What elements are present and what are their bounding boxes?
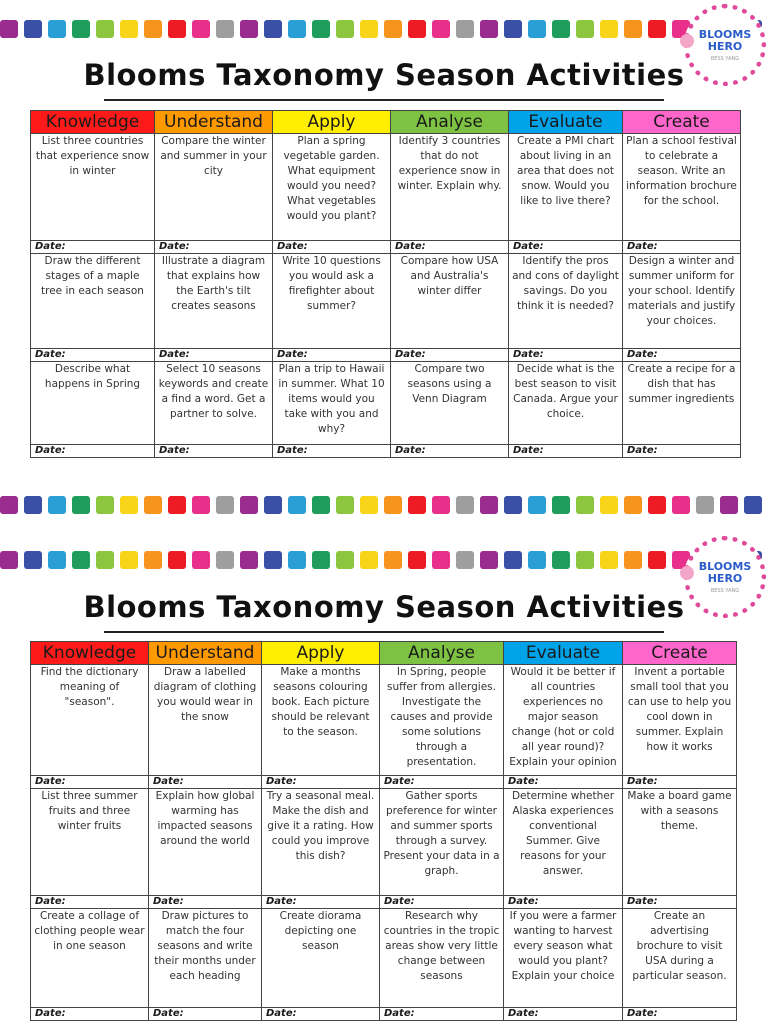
color-tile [144, 551, 162, 569]
color-tile [24, 551, 42, 569]
color-tile [336, 496, 354, 514]
date-cell: Date: [623, 445, 741, 458]
color-tile [456, 551, 474, 569]
color-tile [480, 20, 498, 38]
date-cell: Date: [623, 896, 737, 909]
color-tile [480, 496, 498, 514]
color-tile [48, 20, 66, 38]
table-row [31, 254, 741, 349]
activity-cell: Create a collage of clothing people wear in one season [31, 909, 149, 1008]
color-tile [120, 20, 138, 38]
date-cell: Date: [380, 1008, 504, 1021]
date-cell: Date: [380, 896, 504, 909]
color-tile [120, 551, 138, 569]
color-tile [24, 496, 42, 514]
color-tile [624, 20, 642, 38]
color-tile [720, 496, 738, 514]
activity-cell: Create a PMI chart about living in an area that does not snow. Would you like to live there? [509, 134, 623, 241]
date-row [31, 1008, 737, 1021]
activity-cell: Find the dictionary meaning of "season". [31, 665, 149, 776]
color-tile [672, 496, 690, 514]
activity-cell: Plan a school festival to celebrate a season. Write an information brochure for the school. [623, 134, 741, 241]
activity-cell: Research why countries in the tropic areas show very little change between seasons [380, 909, 504, 1008]
color-tile [504, 496, 522, 514]
date-cell: Date: [391, 349, 509, 362]
color-tile [144, 496, 162, 514]
color-tile [72, 20, 90, 38]
activity-cell: Make a months seasons colouring book. Each picture should be relevant to the season. [262, 665, 380, 776]
color-tile [216, 20, 234, 38]
color-tile [216, 551, 234, 569]
date-row [31, 896, 737, 909]
color-tile [24, 20, 42, 38]
color-tile [528, 551, 546, 569]
title-underline [104, 631, 664, 633]
color-tile [552, 20, 570, 38]
activity-cell: Compare how USA and Australia's winter differ [391, 254, 509, 349]
color-tile [576, 551, 594, 569]
color-tile [288, 20, 306, 38]
color-tile [336, 551, 354, 569]
date-cell: Date: [155, 349, 273, 362]
page-title: Blooms Taxonomy Season Activities [83, 590, 685, 624]
color-tile [384, 20, 402, 38]
color-tile [648, 496, 666, 514]
activity-cell: Explain how global warming has impacted seasons around the world [149, 789, 262, 896]
date-cell: Date: [623, 776, 737, 789]
color-tile [600, 551, 618, 569]
date-cell: Date: [273, 349, 391, 362]
date-cell: Date: [31, 241, 155, 254]
color-tile [408, 551, 426, 569]
column-header-understand: Understand [149, 642, 262, 665]
date-cell: Date: [273, 445, 391, 458]
color-tile [288, 551, 306, 569]
column-header-create: Create [623, 642, 737, 665]
date-cell: Date: [262, 896, 380, 909]
logo-text: BESS YANG [710, 587, 740, 594]
color-tile [168, 551, 186, 569]
color-tile [192, 551, 210, 569]
activity-cell: Would it be better if all countries experiences no major season change (hot or cold all year round)? Explain your opinion [504, 665, 623, 776]
color-tile [48, 551, 66, 569]
activity-cell: Draw pictures to match the four seasons and write their months under each heading [149, 909, 262, 1008]
column-header-apply: Apply [273, 111, 391, 134]
date-cell: Date: [31, 1008, 149, 1021]
color-tile [648, 20, 666, 38]
date-cell: Date: [31, 445, 155, 458]
date-cell: Date: [504, 1008, 623, 1021]
color-tile [168, 496, 186, 514]
activity-grid [30, 641, 737, 1021]
activity-cell: Draw the different stages of a maple tree in each season [31, 254, 155, 349]
date-cell: Date: [623, 241, 741, 254]
activity-cell: Make a board game with a seasons theme. [623, 789, 737, 896]
flower-icon [680, 566, 694, 580]
activity-cell: Describe what happens in Spring [31, 362, 155, 445]
date-cell: Date: [262, 1008, 380, 1021]
color-tile [168, 20, 186, 38]
color-tile [96, 496, 114, 514]
date-cell: Date: [623, 349, 741, 362]
color-tile [456, 20, 474, 38]
column-header-analyse: Analyse [380, 642, 504, 665]
column-header-create: Create [623, 111, 741, 134]
column-header-knowledge: Knowledge [31, 111, 155, 134]
color-tile [72, 496, 90, 514]
table-row [31, 789, 737, 896]
color-tile [72, 551, 90, 569]
color-tile [96, 20, 114, 38]
color-tile [432, 551, 450, 569]
color-tile [264, 551, 282, 569]
decorative-color-strip [0, 496, 768, 514]
column-header-knowledge: Knowledge [31, 642, 149, 665]
color-tile [528, 496, 546, 514]
color-tile [240, 20, 258, 38]
color-tile [480, 551, 498, 569]
color-tile [312, 496, 330, 514]
color-tile [432, 20, 450, 38]
date-cell: Date: [509, 349, 623, 362]
color-tile [744, 496, 762, 514]
color-tile [216, 496, 234, 514]
date-cell: Date: [31, 349, 155, 362]
color-tile [192, 496, 210, 514]
activity-cell: Compare two seasons using a Venn Diagram [391, 362, 509, 445]
activity-cell: Determine whether Alaska experiences conventional Summer. Give reasons for your answer. [504, 789, 623, 896]
color-tile [624, 496, 642, 514]
date-cell: Date: [391, 445, 509, 458]
color-tile [432, 496, 450, 514]
color-tile [552, 551, 570, 569]
color-tile [192, 20, 210, 38]
table-row [31, 909, 737, 1008]
color-tile [240, 496, 258, 514]
date-row [31, 445, 741, 458]
activity-cell: Plan a trip to Hawaii in summer. What 10 items would you take with you and why? [273, 362, 391, 445]
date-cell: Date: [155, 445, 273, 458]
table-row [31, 362, 741, 445]
activity-cell: Plan a spring vegetable garden. What equipment would you need? What vegetables would you plant? [273, 134, 391, 241]
column-header-analyse: Analyse [391, 111, 509, 134]
logo-text: HERO [707, 571, 743, 585]
date-cell: Date: [391, 241, 509, 254]
column-header-understand: Understand [155, 111, 273, 134]
color-tile [264, 20, 282, 38]
title-underline [104, 99, 664, 101]
color-tile [528, 20, 546, 38]
logo-text: BLOOMS [698, 559, 752, 573]
color-tile [288, 496, 306, 514]
color-tile [624, 551, 642, 569]
date-cell: Date: [504, 776, 623, 789]
date-cell: Date: [31, 896, 149, 909]
date-cell: Date: [509, 241, 623, 254]
color-tile [384, 551, 402, 569]
date-cell: Date: [262, 776, 380, 789]
date-cell: Date: [149, 1008, 262, 1021]
decorative-color-strip [0, 551, 768, 569]
color-tile [0, 20, 18, 38]
column-header-evaluate: Evaluate [509, 111, 623, 134]
date-cell: Date: [155, 241, 273, 254]
color-tile [408, 20, 426, 38]
logo-text: BESS YANG [710, 55, 740, 62]
activity-cell: Draw a labelled diagram of clothing you would wear in the snow [149, 665, 262, 776]
date-cell: Date: [380, 776, 504, 789]
date-cell: Date: [273, 241, 391, 254]
logo-text: BLOOMS [698, 27, 752, 41]
color-tile [552, 496, 570, 514]
decorative-color-strip [0, 20, 768, 38]
activity-cell: Try a seasonal meal. Make the dish and give it a rating. How could you improve this dish? [262, 789, 380, 896]
activity-cell: Select 10 seasons keywords and create a find a word. Get a partner to solve. [155, 362, 273, 445]
page-title: Blooms Taxonomy Season Activities [83, 58, 685, 92]
activity-cell: Design a winter and summer uniform for your school. Identify materials and justify your choices. [623, 254, 741, 349]
activity-cell: Decide what is the best season to visit Canada. Argue your choice. [509, 362, 623, 445]
color-tile [648, 551, 666, 569]
activity-cell: Illustrate a diagram that explains how the Earth's tilt creates seasons [155, 254, 273, 349]
activity-cell: Compare the winter and summer in your city [155, 134, 273, 241]
color-tile [312, 551, 330, 569]
activity-cell: Create diorama depicting one season [262, 909, 380, 1008]
color-tile [504, 551, 522, 569]
activity-cell: If you were a farmer wanting to harvest every season what would you plant? Explain your choice [504, 909, 623, 1008]
color-tile [240, 551, 258, 569]
date-cell: Date: [509, 445, 623, 458]
activity-cell: Invent a portable small tool that you can use to help you cool down in summer. Explain how it works [623, 665, 737, 776]
color-tile [0, 496, 18, 514]
activity-cell: In Spring, people suffer from allergies. Investigate the causes and provide some solutions through a presentation. [380, 665, 504, 776]
color-tile [576, 496, 594, 514]
color-tile [336, 20, 354, 38]
color-tile [120, 496, 138, 514]
color-tile [384, 496, 402, 514]
activity-grid [30, 110, 741, 458]
color-tile [264, 496, 282, 514]
color-tile [456, 496, 474, 514]
activity-cell: Create an advertising brochure to visit USA during a particular season. [623, 909, 737, 1008]
column-header-evaluate: Evaluate [504, 642, 623, 665]
date-cell: Date: [149, 896, 262, 909]
column-header-apply: Apply [262, 642, 380, 665]
date-cell: Date: [31, 776, 149, 789]
date-cell: Date: [149, 776, 262, 789]
color-tile [576, 20, 594, 38]
date-cell: Date: [623, 1008, 737, 1021]
date-row [31, 776, 737, 789]
color-tile [408, 496, 426, 514]
activity-cell: Identify 3 countries that do not experience snow in winter. Explain why. [391, 134, 509, 241]
color-tile [48, 496, 66, 514]
activity-cell: Gather sports preference for winter and summer sports through a survey. Present your data in a graph. [380, 789, 504, 896]
color-tile [360, 551, 378, 569]
date-row [31, 349, 741, 362]
color-tile [144, 20, 162, 38]
logo-text: HERO [707, 39, 743, 53]
color-tile [360, 496, 378, 514]
color-tile [312, 20, 330, 38]
color-tile [96, 551, 114, 569]
activity-cell: List three countries that experience snow in winter [31, 134, 155, 241]
activity-cell: List three summer fruits and three winter fruits [31, 789, 149, 896]
color-tile [600, 20, 618, 38]
flower-icon [680, 34, 694, 48]
activity-cell: Create a recipe for a dish that has summer ingredients [623, 362, 741, 445]
activity-cell: Write 10 questions you would ask a firefighter about summer? [273, 254, 391, 349]
color-tile [360, 20, 378, 38]
color-tile [600, 496, 618, 514]
table-row [31, 665, 737, 776]
date-cell: Date: [504, 896, 623, 909]
color-tile [696, 496, 714, 514]
color-tile [504, 20, 522, 38]
table-row [31, 134, 741, 241]
color-tile [0, 551, 18, 569]
date-row [31, 241, 741, 254]
activity-cell: Identify the pros and cons of daylight savings. Do you think it is needed? [509, 254, 623, 349]
